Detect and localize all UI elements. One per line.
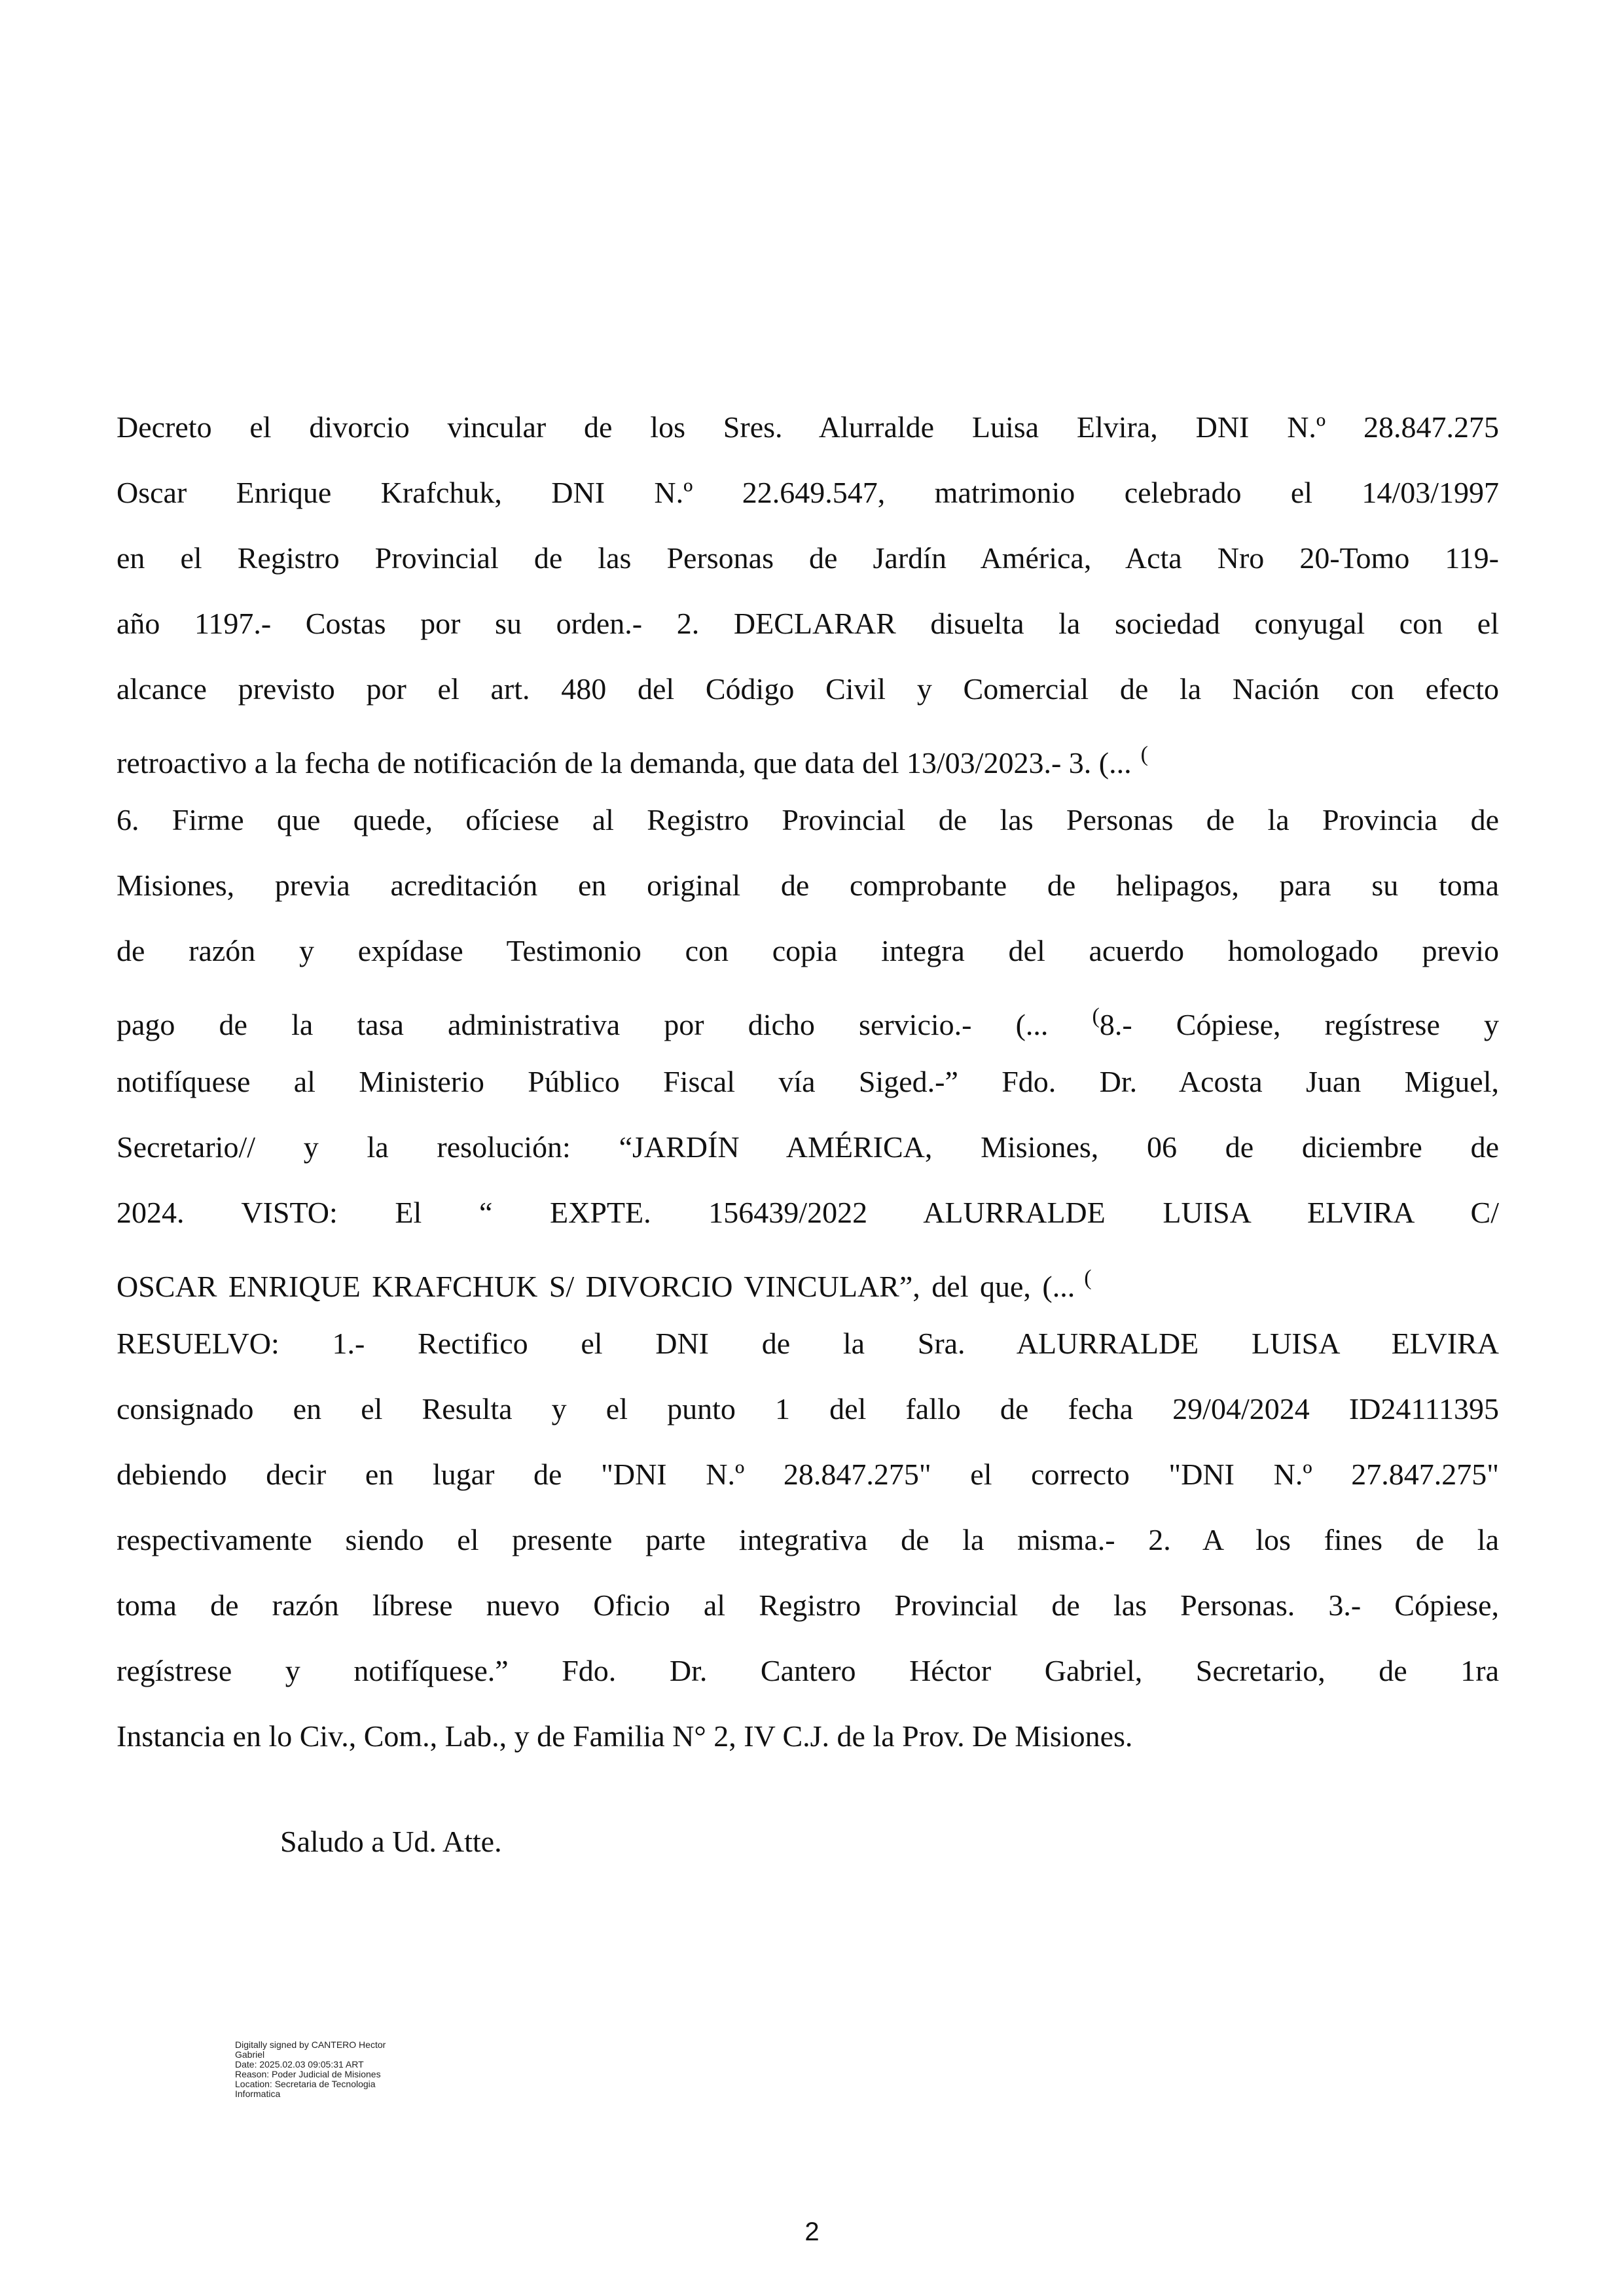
body-line: 2024. VISTO: El “ EXPTE. 156439/2022 ALURRALDE LUISA ELVIRA C/ — [117, 1196, 1499, 1229]
signature-line: Gabriel — [235, 2049, 265, 2060]
body-line: regístrese y notifíquese.” Fdo. Dr. Cantero Héctor Gabriel, Secretario, de 1ra — [117, 1654, 1499, 1687]
closing-salutation: Saludo a Ud. Atte. — [280, 1825, 502, 1858]
paren-mark: ( — [1140, 742, 1148, 766]
body-line — [117, 1246, 1499, 1311]
body-line-text: pago de la tasa administrativa por dicho servicio.- (... — [117, 1008, 1049, 1041]
signature-line: Location: Secretaria de Tecnologia — [235, 2079, 376, 2089]
body-line: Secretario// y la resolución: “JARDÍN AMÉRICA, Misiones, 06 de diciembre de — [117, 1130, 1499, 1164]
body-line: notifíquese al Ministerio Público Fiscal vía Siged.-” Fdo. Dr. Acosta Juan Miguel, — [117, 1065, 1499, 1098]
page-number: 2 — [804, 2217, 820, 2246]
body-line: RESUELVO: 1.- Rectifico el DNI de la Sra. ALURRALDE LUISA ELVIRA — [117, 1327, 1499, 1360]
body-line: Instancia en lo Civ., Com., Lab., y de Familia N° 2, IV C.J. de la Prov. De Misiones. — [117, 1719, 1133, 1753]
digital-signature-block — [235, 2040, 444, 2099]
document-body — [117, 395, 1499, 1769]
signature-line: Informatica — [235, 2089, 281, 2099]
body-line: 6. Firme que quede, ofíciese al Registro Provincial de las Personas de la Provincia de — [117, 803, 1499, 836]
body-line: debiendo decir en lugar de "DNI N.º 28.847.275" el correcto "DNI N.º 27.847.275" — [117, 1458, 1499, 1491]
body-line: Misiones, previa acreditación en original de comprobante de helipagos, para su toma — [117, 869, 1499, 902]
signature-line: Reason: Poder Judicial de Misiones — [235, 2069, 381, 2079]
body-line: toma de razón líbrese nuevo Oficio al Registro Provincial de las Personas. 3.- Cópiese, — [117, 1588, 1499, 1622]
body-line: alcance previsto por el art. 480 del Código Civil y Comercial de la Nación con efecto — [117, 672, 1499, 706]
body-line: año 1197.- Costas por su orden.- 2. DECLARAR disuelta la sociedad conyugal con el — [117, 607, 1499, 640]
signature-line: Date: 2025.02.03 09:05:31 ART — [235, 2059, 364, 2070]
paren-mark: ( — [1084, 1266, 1092, 1290]
body-line: respectivamente siendo el presente parte integrativa de la misma.- 2. A los fines de la — [117, 1523, 1499, 1556]
body-line-text: OSCAR ENRIQUE KRAFCHUK S/ DIVORCIO VINCULAR”, del que, (... — [117, 1270, 1075, 1303]
paren-mark: ( — [1092, 1004, 1100, 1028]
body-line — [117, 984, 1499, 1049]
body-line: Oscar Enrique Krafchuk, DNI N.º 22.649.547, matrimonio celebrado el 14/03/1997 — [117, 476, 1499, 509]
body-line-text: retroactivo a la fecha de notificación de la demanda, que data del 13/03/2023.- 3. (... — [117, 746, 1132, 780]
body-line: consignado en el Resulta y el punto 1 del fallo de fecha 29/04/2024 ID24111395 — [117, 1392, 1499, 1426]
body-line: en el Registro Provincial de las Personas de Jardín América, Acta Nro 20-Tomo 119- — [117, 541, 1499, 575]
body-line: de razón y expídase Testimonio con copia integra del acuerdo homologado previo — [117, 934, 1499, 967]
body-line-tail: 8.- Cópiese, regístrese y — [1099, 1008, 1499, 1041]
signature-line: Digitally signed by CANTERO Hector — [235, 2039, 386, 2050]
body-line: Decreto el divorcio vincular de los Sres. Alurralde Luisa Elvira, DNI N.º 28.847.275 — [117, 410, 1499, 444]
body-line — [117, 722, 1499, 787]
